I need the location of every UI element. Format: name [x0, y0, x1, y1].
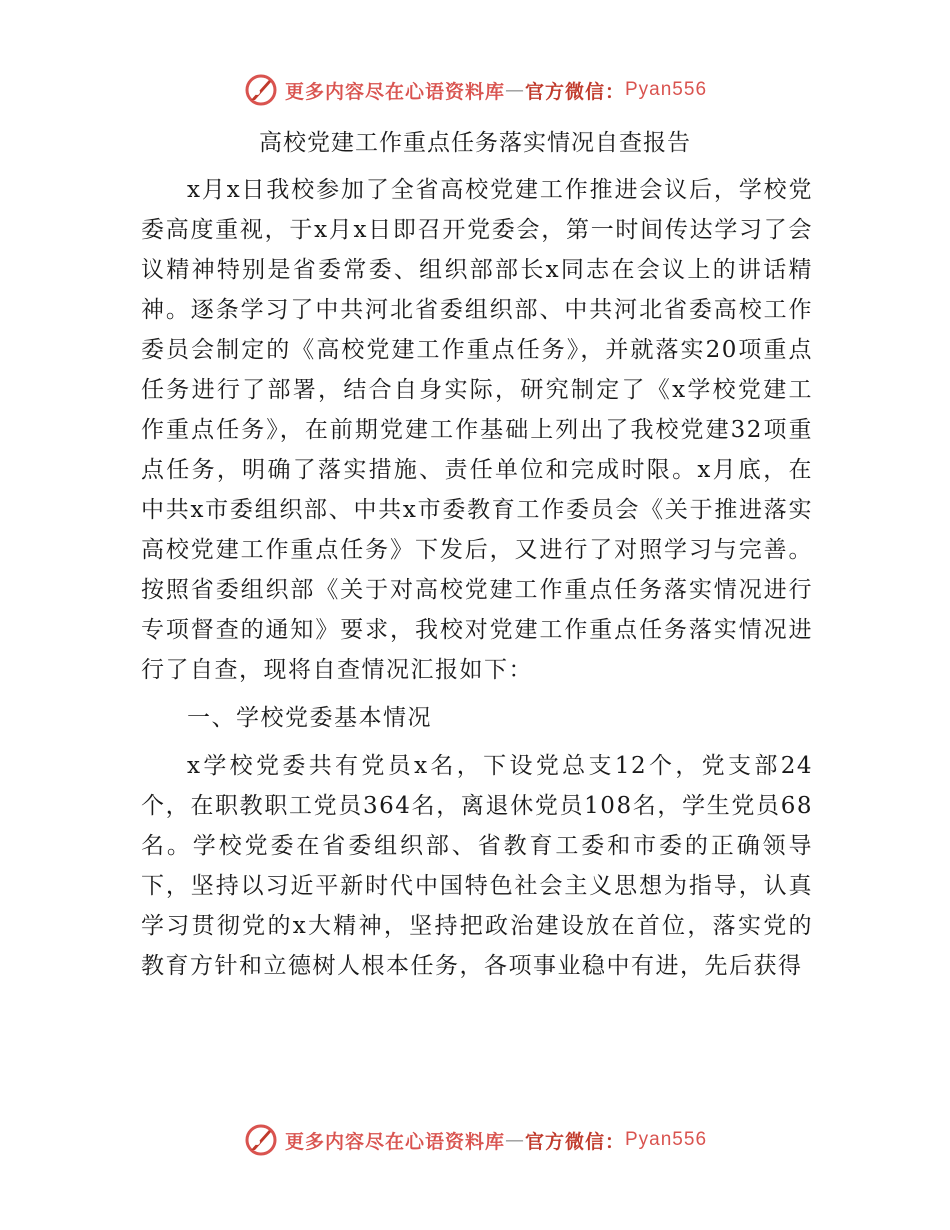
quill-logo-icon — [243, 1122, 279, 1158]
section-paragraph: x学校党委共有党员x名，下设党总支12个，党支部24个，在职教职工党员364名，离退休党员108名，学生党员68名。学校党委在省委组织部、省教育工委和市委的正确领导下，坚持以习近平新时代中国特色社会主义思想为指导，认真学习贯彻党的x大精神，坚持把政治建设放在首位，落实党的教育方针和立德树人根本任务，各项事业稳中有进，先后获得 — [141, 753, 813, 979]
watermark-handle: Pyan556 — [625, 1129, 708, 1150]
watermark-label: 官方微信： — [524, 80, 625, 103]
watermark-label: 官方微信： — [524, 1130, 625, 1153]
intro-paragraph: x月x日我校参加了全省高校党建工作推进会议后，学校党委高度重视，于x月x日即召开党委会，第一时间传达学习了会议精神特别是省委常委、组织部部长x同志在会议上的讲话精神。逐条学习了中共河北省委组织部、中共河北省委高校工作委员会制定的《高校党建工作重点任务》，并就落实20项重点任务进行了部署，结合自身实际，研究制定了《x学校党建工作重点任务》，在前期党建工作基础上列出了我校党建32项重点任务，明确了落实措施、责任单位和完成时限。x月底，在中共x市委组织部、中共x市委教育工作委员会《关于推进落实高校党建工作重点任务》下发后，又进行了对照学习与完善。按照省委组织部《关于对高校党建工作重点任务落实情况进行专项督查的通知》要求，我校对党建工作重点任务落实情况进行了自查，现将自查情况汇报如下： — [141, 177, 813, 683]
watermark-separator: — — [504, 1129, 525, 1151]
watermark-handle: Pyan556 — [625, 79, 708, 100]
section-heading: 一、学校党委基本情况 — [187, 705, 432, 731]
document-body — [141, 170, 813, 986]
watermark-brand: 更多内容尽在心语资料库 — [284, 1130, 505, 1153]
watermark-brand: 更多内容尽在心语资料库 — [284, 80, 505, 103]
watermark-banner-bottom — [0, 1118, 950, 1162]
document-title: 高校党建工作重点任务落实情况自查报告 — [259, 130, 691, 156]
quill-logo-icon — [243, 72, 279, 108]
watermark-banner-top — [0, 68, 950, 112]
watermark-separator: — — [504, 79, 525, 101]
